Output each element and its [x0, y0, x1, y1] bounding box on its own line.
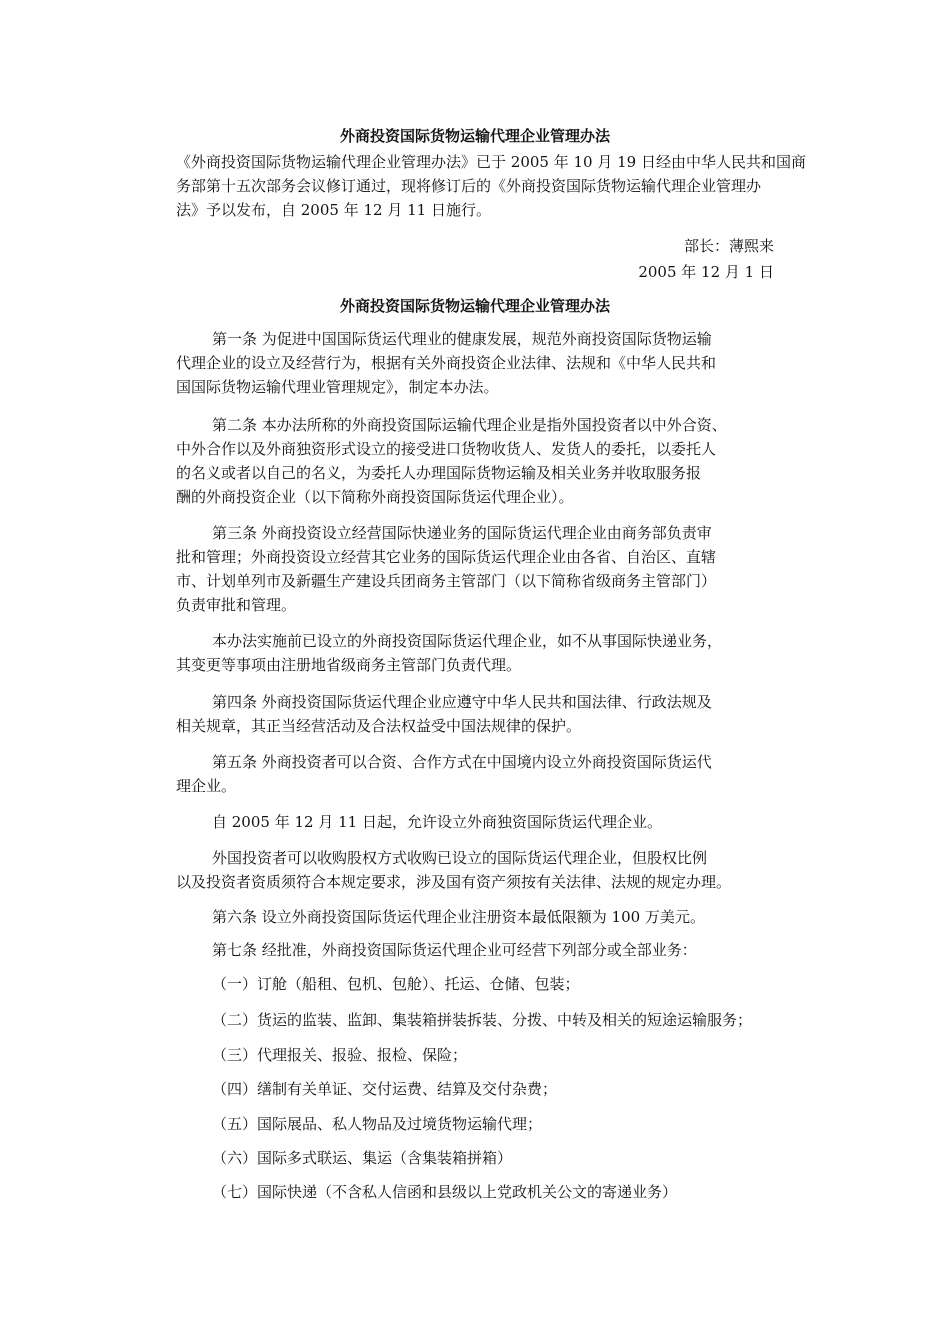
article-line: 代理企业的设立及经营行为，根据有关外商投资企业法律、法规和《中华人民共和 — [176, 354, 717, 372]
list-item: （一）订舱（船租、包机、包舱）、托运、仓储、包装； — [212, 975, 580, 993]
article-line: 第二条 本办法所称的外商投资国际运输代理企业是指外国投资者以中外合资、 — [212, 416, 727, 434]
article-line: 自 2005 年 12 月 11 日起，允许设立外商独资国际货运代理企业。 — [212, 813, 662, 831]
signature-date: 2005 年 12 月 1 日 — [638, 263, 774, 281]
signature-minister: 部长：薄熙来 — [683, 237, 774, 255]
list-item: （四）缮制有关单证、交付运费、结算及交付杂费； — [212, 1080, 558, 1098]
article-2 — [176, 413, 776, 509]
article-line: 的名义或者以自己的名义，为委托人办理国际货物运输及相关业务并收取服务报 — [176, 464, 702, 482]
document-title: 外商投资国际货物运输代理企业管理办法 — [339, 127, 610, 145]
business-item-3 — [176, 1043, 776, 1067]
business-item-6 — [176, 1146, 776, 1170]
preamble-line: 《外商投资国际货物运输代理企业管理办法》已于 2005 年 10 月 19 日经由中华人民共和国商 — [176, 153, 806, 171]
article-line: 本办法实施前已设立的外商投资国际货运代理企业，如不从事国际快递业务， — [212, 632, 723, 650]
article-line: 酬的外商投资企业（以下简称外商投资国际货运代理企业）。 — [176, 488, 574, 506]
business-item-4 — [176, 1077, 776, 1101]
list-item: （六）国际多式联运、集运（含集装箱拼箱） — [212, 1149, 513, 1167]
article-4 — [176, 690, 776, 738]
article-5 — [176, 750, 776, 798]
regulation-title: 外商投资国际货物运输代理企业管理办法 — [339, 297, 610, 315]
preamble-line: 法》予以发布，自 2005 年 12 月 11 日施行。 — [176, 201, 491, 219]
article-line: 理企业。 — [176, 777, 237, 795]
preamble — [176, 150, 806, 222]
article-line: 第三条 外商投资设立经营国际快递业务的国际货运代理企业由商务部负责审 — [212, 524, 712, 542]
business-item-2 — [176, 1008, 776, 1032]
article-line: 中外合作以及外商独资形式设立的接受进口货物收货人、发货人的委托，以委托人 — [176, 440, 717, 458]
article-line: 其变更等事项由注册地省级商务主管部门负责代理。 — [176, 656, 522, 674]
article-line: 市、计划单列市及新疆生产建设兵团商务主管部门（以下简称省级商务主管部门） — [176, 572, 717, 590]
article-7 — [176, 938, 776, 962]
article-line: 第五条 外商投资者可以合资、合作方式在中国境内设立外商投资国际货运代 — [212, 753, 712, 771]
article-line: 相关规章，其正当经营活动及合法权益受中国法规律的保护。 — [176, 717, 582, 735]
article-line: 第四条 外商投资国际货运代理企业应遵守中华人民共和国法律、行政法规及 — [212, 693, 712, 711]
article-line: 第六条 设立外商投资国际货运代理企业注册资本最低限额为 100 万美元。 — [212, 908, 705, 926]
list-item: （二）货运的监装、监卸、集装箱拼装拆装、分拨、中转及相关的短途运输服务； — [212, 1011, 753, 1029]
article-line: 以及投资者资质须符合本规定要求，涉及国有资产须按有关法律、法规的规定办理。 — [176, 873, 732, 891]
article-3-paragraph-2 — [176, 629, 776, 677]
list-item: （五）国际展品、私人物品及过境货物运输代理； — [212, 1115, 543, 1133]
article-line: 国国际货物运输代理业管理规定》，制定本办法。 — [176, 378, 499, 396]
article-line: 第一条 为促进中国国际货运代理业的健康发展，规范外商投资国际货物运输 — [212, 330, 712, 348]
business-item-1 — [176, 972, 776, 996]
article-6 — [176, 905, 776, 929]
list-item: （七）国际快递（不含私人信函和县级以上党政机关公文的寄递业务） — [212, 1183, 678, 1201]
article-line: 批和管理；外商投资设立经营其它业务的国际货运代理企业由各省、自治区、直辖 — [176, 548, 717, 566]
preamble-line: 务部第十五次部务会议修订通过，现将修订后的《外商投资国际货物运输代理企业管理办 — [176, 177, 762, 195]
article-line: 外国投资者可以收购股权方式收购已设立的国际货运代理企业，但股权比例 — [212, 849, 708, 867]
list-item: （三）代理报关、报验、报检、保险； — [212, 1046, 468, 1064]
article-line: 第七条 经批准，外商投资国际货运代理企业可经营下列部分或全部业务： — [212, 941, 697, 959]
article-5-paragraph-3 — [176, 846, 776, 894]
business-item-7 — [176, 1180, 776, 1204]
article-3 — [176, 521, 776, 617]
article-line: 负责审批和管理。 — [176, 596, 297, 614]
article-1 — [176, 327, 776, 399]
article-5-paragraph-2 — [176, 810, 776, 834]
business-item-5 — [176, 1112, 776, 1136]
